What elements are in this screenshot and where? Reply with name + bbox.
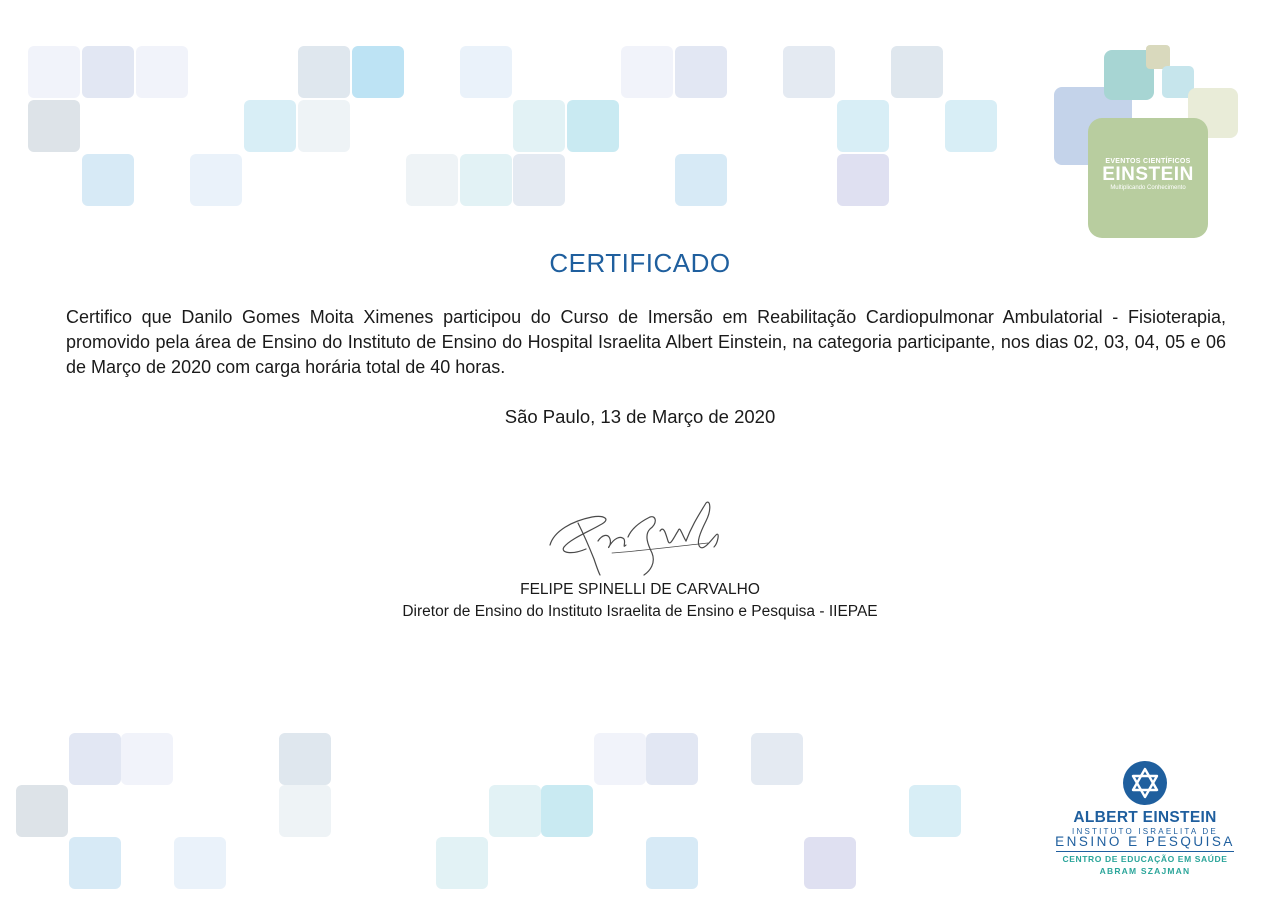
signature-drawing bbox=[540, 495, 730, 580]
decor-tile bbox=[945, 100, 997, 152]
signer-name: FELIPE SPINELLI DE CARVALHO bbox=[520, 581, 760, 598]
decor-tile bbox=[82, 46, 134, 98]
decor-tile bbox=[279, 785, 331, 837]
decor-tile bbox=[567, 100, 619, 152]
logo-line2: EINSTEIN bbox=[1102, 164, 1194, 185]
institution-ensino-pesquisa: ENSINO E PESQUISA bbox=[1055, 834, 1235, 849]
decor-tile bbox=[352, 46, 404, 98]
decor-tile bbox=[783, 46, 835, 98]
decor-tile bbox=[28, 46, 80, 98]
decor-tile bbox=[69, 837, 121, 889]
decor-tile bbox=[621, 46, 673, 98]
decor-tile bbox=[837, 154, 889, 206]
signer-role: Diretor de Ensino do Instituto Israelita de Ensino e Pesquisa - IIEPAE bbox=[402, 603, 878, 620]
decor-tile bbox=[436, 837, 488, 889]
decor-tile bbox=[298, 46, 350, 98]
certificate-body: Certifico que Danilo Gomes Moita Ximenes participou do Curso de Imersão em Reabilitação Cardiopulmonar Ambulatorial - Fisioterapia, promovido pela área de Ensino do Instituto de Ensino do Hospital Israelita Albert Einstein, na categoria participante, nos dias 02, 03, 04, 05 e 06 de Março de 2020 com carga horária total de 40 horas. bbox=[66, 307, 1226, 377]
decor-tile bbox=[460, 46, 512, 98]
logo-text bbox=[1088, 158, 1208, 191]
decor-tile bbox=[804, 837, 856, 889]
institution-name: ALBERT EINSTEIN bbox=[1073, 809, 1217, 826]
decor-tile bbox=[675, 154, 727, 206]
decor-tile bbox=[298, 100, 350, 152]
place-and-date: São Paulo, 13 de Março de 2020 bbox=[504, 406, 776, 427]
centro-educacao-label: CENTRO DE EDUCAÇÃO EM SAÚDE bbox=[1062, 854, 1228, 864]
decor-tile bbox=[406, 154, 458, 206]
logo-line1: EVENTOS CIENTÍFICOS bbox=[1105, 158, 1191, 165]
decor-tile bbox=[513, 154, 565, 206]
decor-tile bbox=[594, 733, 646, 785]
handwritten-signature bbox=[540, 495, 730, 580]
decor-tile bbox=[136, 46, 188, 98]
decor-tile bbox=[121, 733, 173, 785]
institution-subtitle: INSTITUTO ISRAELITA DE bbox=[1072, 827, 1218, 836]
decor-tile bbox=[837, 100, 889, 152]
decor-tile bbox=[28, 100, 80, 152]
decor-tile bbox=[190, 154, 242, 206]
decor-tile bbox=[751, 733, 803, 785]
star-of-david-icon bbox=[1122, 760, 1168, 806]
certificate-title: CERTIFICADO bbox=[549, 248, 731, 278]
decor-tile bbox=[646, 733, 698, 785]
albert-einstein-logo bbox=[1050, 760, 1240, 885]
decor-tile bbox=[82, 154, 134, 206]
decor-tile bbox=[16, 785, 68, 837]
decor-tile bbox=[891, 46, 943, 98]
decor-tile bbox=[489, 785, 541, 837]
decor-tile bbox=[675, 46, 727, 98]
decor-tile bbox=[460, 154, 512, 206]
decor-tile bbox=[513, 100, 565, 152]
decor-tile bbox=[646, 837, 698, 889]
decor-tile bbox=[909, 785, 961, 837]
abram-szajman-label: ABRAM SZAJMAN bbox=[1099, 866, 1191, 876]
decor-tile bbox=[541, 785, 593, 837]
logo-tagline: Multiplicando Conhecimento bbox=[1110, 185, 1186, 191]
decor-tile bbox=[244, 100, 296, 152]
logo-divider bbox=[1056, 851, 1234, 852]
decor-tile bbox=[69, 733, 121, 785]
decor-tile bbox=[279, 733, 331, 785]
decor-tile bbox=[174, 837, 226, 889]
eventos-einstein-logo bbox=[1050, 40, 1250, 245]
